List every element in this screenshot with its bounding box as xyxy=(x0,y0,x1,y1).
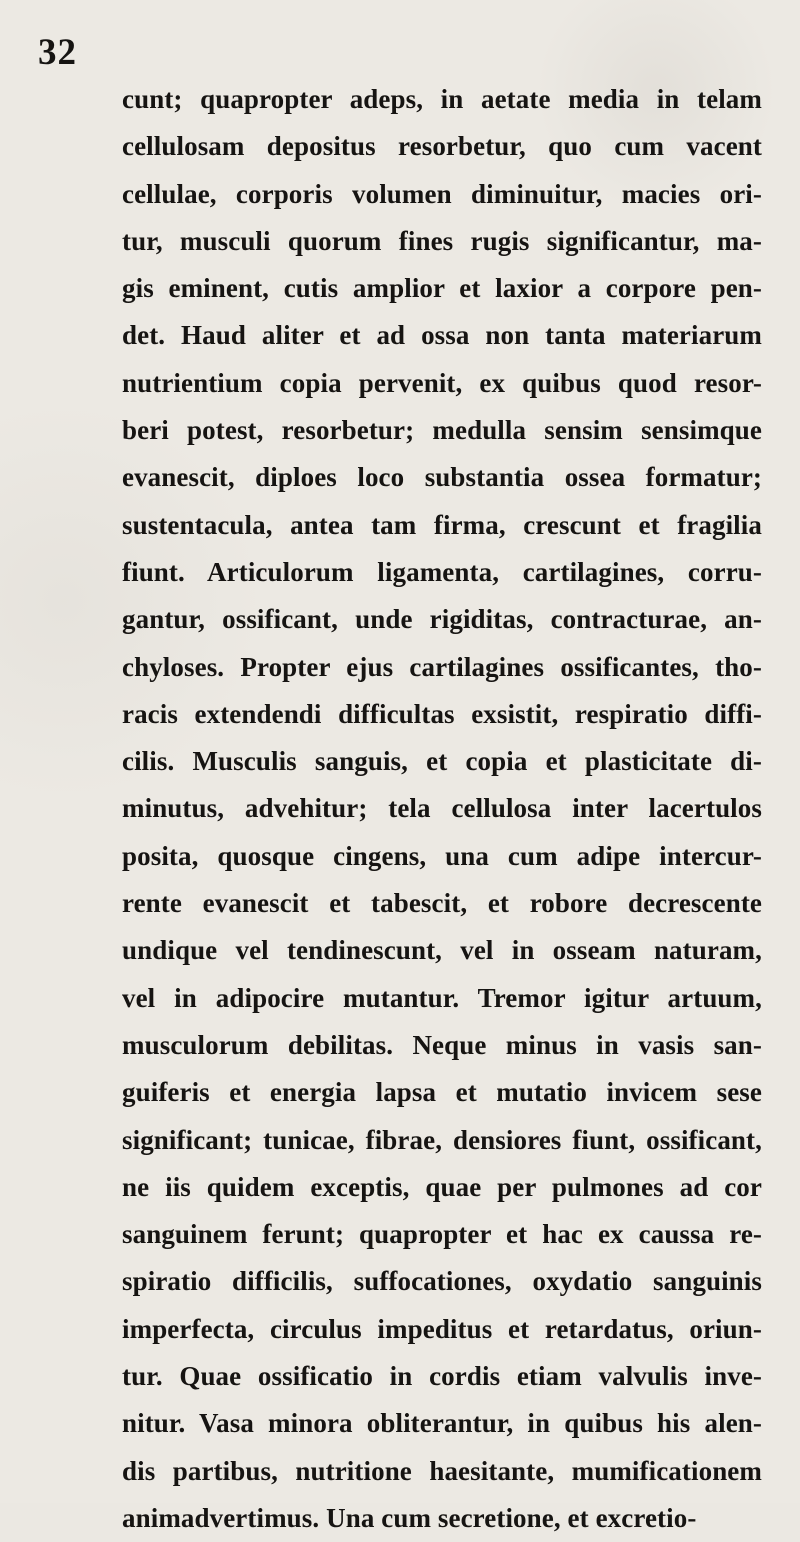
page-number: 32 xyxy=(38,32,77,73)
text-line: gantur, ossificant, unde rigiditas, contracturae, an- xyxy=(122,604,762,635)
text-line: sanguinem ferunt; quapropter et hac ex caussa re- xyxy=(122,1219,762,1250)
text-line: fiunt. Articulorum ligamenta, cartilagines, corru- xyxy=(122,556,762,587)
text-line: significant; tunicae, fibrae, densiores fiunt, ossificant, xyxy=(122,1124,762,1155)
text-line: posita, quosque cingens, una cum adipe intercur- xyxy=(122,840,762,871)
text-line: musculorum debilitas. Neque minus in vasis san- xyxy=(122,1029,762,1060)
text-line: sustentacula, antea tam firma, crescunt et fragilia xyxy=(122,509,762,540)
text-line: det. Haud aliter et ad ossa non tanta materiarum xyxy=(122,320,762,351)
text-line: animadvertimus. Una cum secretione, et excretio- xyxy=(122,1502,697,1533)
text-line: cunt; quapropter adeps, in aetate media in telam xyxy=(122,84,762,114)
text-line: racis extendendi difficultas exsistit, respiratio diffi- xyxy=(122,698,762,729)
text-line: tur. Quae ossificatio in cordis etiam valvulis inve- xyxy=(122,1361,762,1392)
text-line: spiratio difficilis, suffocationes, oxydatio sanguinis xyxy=(122,1266,762,1297)
text-line: nitur. Vasa minora obliterantur, in quibus his alen- xyxy=(122,1408,762,1439)
text-line: beri potest, resorbetur; medulla sensim sensimque xyxy=(122,415,762,446)
body-text xyxy=(122,76,762,1542)
text-line: guiferis et energia lapsa et mutatio invicem sese xyxy=(122,1077,762,1108)
text-line: nutrientium copia pervenit, ex quibus quod resor- xyxy=(122,367,762,398)
text-line: cilis. Musculis sanguis, et copia et plasticitate di- xyxy=(122,746,762,777)
text-line: minutus, advehitur; tela cellulosa inter lacertulos xyxy=(122,793,762,824)
text-line: vel in adipocire mutantur. Tremor igitur artuum, xyxy=(122,982,762,1013)
text-line: tur, musculi quorum fines rugis significantur, ma- xyxy=(122,225,762,256)
text-line: chyloses. Propter ejus cartilagines ossificantes, tho- xyxy=(122,651,762,682)
text-line: ne iis quidem exceptis, quae per pulmones ad cor xyxy=(122,1171,762,1202)
text-line: rente evanescit et tabescit, et robore decrescente xyxy=(122,888,762,919)
text-line: dis partibus, nutritione haesitante, mumificationem xyxy=(122,1455,762,1486)
text-line: undique vel tendinescunt, vel in osseam naturam, xyxy=(122,935,762,966)
text-line: cellulosam depositus resorbetur, quo cum vacent xyxy=(122,131,762,162)
text-line: cellulae, corporis volumen diminuitur, macies ori- xyxy=(122,178,762,209)
text-line: evanescit, diploes loco substantia ossea formatur; xyxy=(122,462,762,493)
text-line: imperfecta, circulus impeditus et retardatus, oriun- xyxy=(122,1313,762,1344)
text-line: gis eminent, cutis amplior et laxior a corpore pen- xyxy=(122,273,762,304)
